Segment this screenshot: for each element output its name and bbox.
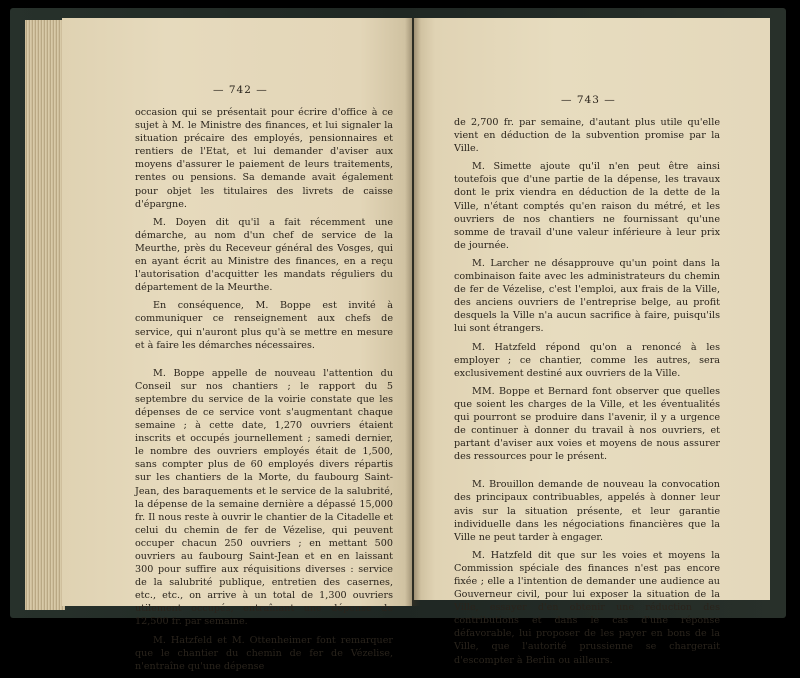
left-page-text (135, 106, 393, 678)
paragraph: M. Hatzfeld répond qu'on a renoncé à les employer ; ce chantier, comme les autres, sera exclusivement destiné aux ouvriers de la Ville. (454, 341, 720, 379)
section-break (135, 357, 393, 367)
paragraph: de 2,700 fr. par semaine, d'autant plus utile qu'elle vient en déduction de la subvention promise par la Ville. (454, 117, 720, 155)
paragraph: MM. Boppe et Bernard font observer que quelles que soient les charges de la Ville, et les éventualités qui pourront se produire dans l'avenir, il y a urgence de continuer à donner du travail à nos ouvriers, et partant d'aviser aux voies et moyens de nous assurer des ressources pour le présent. (454, 385, 720, 463)
paragraph: M. Hatzfeld dit que sur les voies et moyens la Commission spéciale des finances n'est pas encore fixée ; elle a l'intention de demander une audience au Gouverneur civil, pour lui exposer la situation de la Ville, essayer d'en obtenir une réduction des contributions et dans le cas d'une réponse défavorable, lui proposer de les payer en bons de la Ville, que l'autorité prussienne se chargerait d'escompter à Berlin ou ailleurs. (454, 549, 720, 666)
page-edges (25, 20, 65, 610)
section-break (454, 468, 720, 478)
paragraph: M. Larcher ne désapprouve qu'un point dans la combinaison faite avec les administrateurs du chemin de fer de Vézelise, c'est l'emploi, aux frais de la Ville, des anciens ouvriers de l'entreprise belge, au profit desquels la Ville n'a aucun sacrifice à faire, puisqu'ils lui sont étrangers. (454, 257, 720, 335)
paragraph: M. Brouillon demande de nouveau la convocation des principaux contribuables, appelés à donner leur avis sur la situation présente, et leur garantie individuelle dans les négociations financières que la Ville ne peut tarder à engager. (454, 479, 720, 543)
left-page (62, 18, 412, 672)
right-page (414, 18, 770, 666)
paragraph: occasion qui se présentait pour écrire d'office à ce sujet à M. le Ministre des finances, et lui signaler la situation précaire des employés, pensionnaires et rentiers de l'Etat, et lui demander d'aviser aux moyens d'assurer le paiement de leurs traitements, rentes ou pensions. Sa demande avait également pour objet les titulaires des livrets de caisse d'épargne. (135, 107, 393, 210)
paragraph: M. Hatzfeld et M. Ottenheimer font remarquer que le chantier du chemin de fer de Vézelise, n'entraîne qu'une dépense (135, 634, 393, 672)
right-page-text (454, 116, 720, 672)
right-page-number: — 743 — (561, 94, 616, 106)
paragraph: M. Simette ajoute qu'il n'en peut être ainsi toutefois que d'une partie de la dépense, les travaux dont le prix viendra en déduction de la dette de la Ville, n'étant comptés qu'en raison du métré, et les ouvriers de nos chantiers ne fournissant qu'une somme de travail d'une valeur inférieure à leur prix de journée. (454, 161, 720, 251)
book-gutter (405, 18, 421, 606)
paragraph: En conséquence, M. Boppe est invité à communiquer ce renseignement aux chefs de service, qui n'auront plus qu'à se mettre en mesure et à faire les démarches nécessaires. (135, 300, 393, 351)
left-page-number: — 742 — (213, 84, 268, 96)
paragraph: M. Boppe appelle de nouveau l'attention du Conseil sur nos chantiers ; le rapport du 5 septembre du service de la voirie constate que les dépenses de ce service vont s'augmentant chaque semaine ; à cette date, 1,270 ouvriers étaient inscrits et occupés journellement ; samedi dernier, le nombre des ouvriers employés était de 1,500, sans compter plus de 60 employés divers répartis sur les chantiers de la Morte, du faubourg Saint-Jean, des baraquements et le service de la salubrité, la dépense de la semaine dernière a dépassé 15,000 fr. Il nous reste à ouvrir le chantier de la Citadelle et celui du chemin de fer de Vézelise, qui peuvent occuper chacun 250 ouvriers ; en mettant 500 ouvriers au faubourg Saint-Jean et en en laissant 300 pour suffire aux réquisitions diverses : service de la salubrité publique, entretien des casernes, etc., etc., on arrive à un total de 1,300 ouvriers utilement occupés, entraînant une dépense de 12,500 fr. par semaine. (135, 367, 393, 628)
paragraph: M. Doyen dit qu'il a fait récemment une démarche, au nom d'un chef de service de la Meurthe, près du Receveur général des Vosges, qui en ayant écrit au Ministre des finances, en a reçu l'autorisation d'acquitter les mandats réguliers du département de la Meurthe. (135, 216, 393, 294)
